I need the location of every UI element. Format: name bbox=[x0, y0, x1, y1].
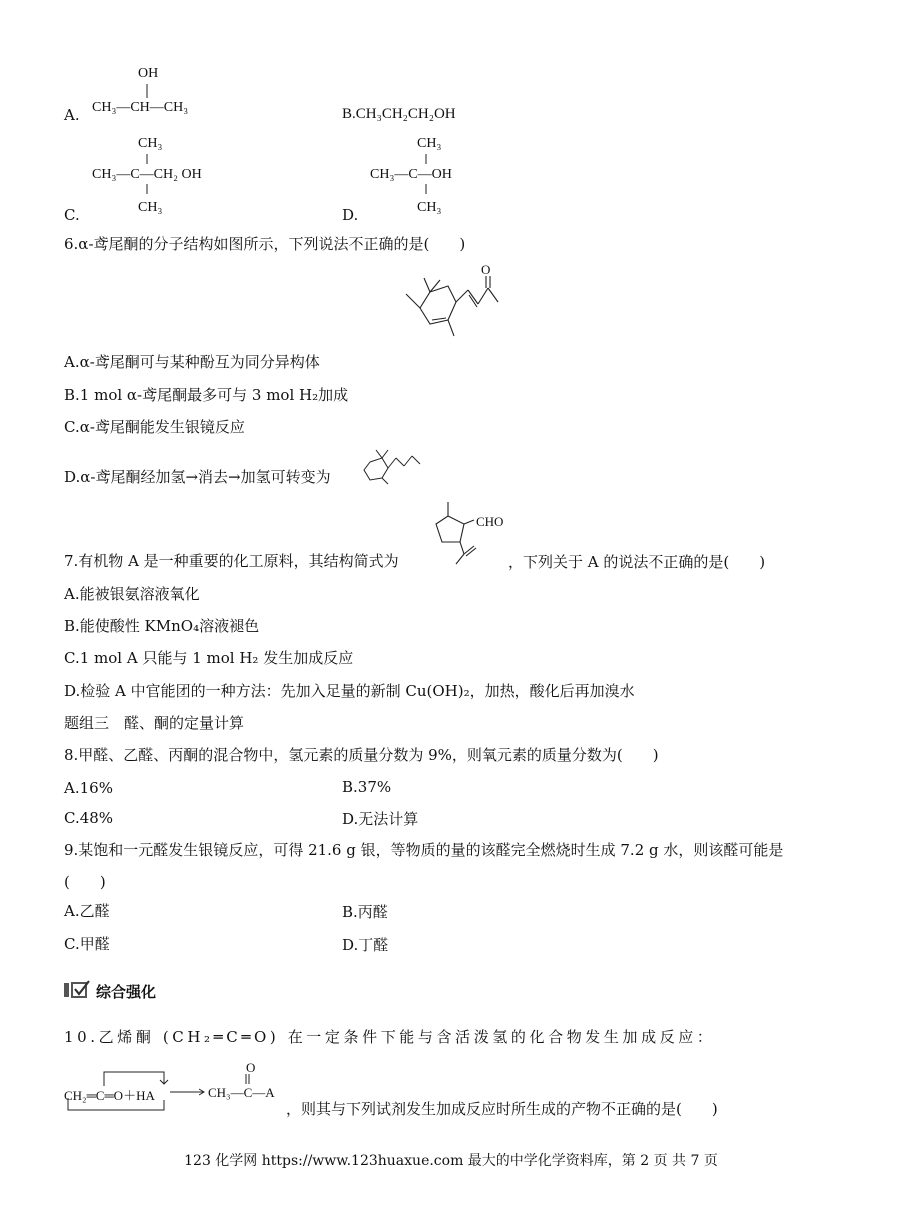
q9-stem-continued: ( ) bbox=[64, 873, 106, 891]
q6-option-a: A.α-鸢尾酮可与某种酚互为同分异构体 bbox=[64, 353, 320, 371]
q8-option-a: A.16% bbox=[64, 779, 113, 797]
q8-option-d: D.无法计算 bbox=[342, 810, 419, 828]
option-c-chain: CH₃—C—CH₂ OH bbox=[92, 167, 202, 182]
q7-stem-part1: 7.有机物 A 是一种重要的化工原料，其结构简式为 bbox=[64, 552, 399, 570]
q8-option-b: B.37% bbox=[342, 778, 392, 796]
option-d-top: CH₃ bbox=[417, 136, 442, 151]
section-title: 综合强化 bbox=[96, 983, 157, 1001]
q6-structure-o: O bbox=[481, 262, 491, 277]
q9-option-a: A.乙醛 bbox=[64, 902, 110, 920]
section-check-icon bbox=[64, 980, 92, 1000]
option-b-formula: B.CH₃CH₂CH₂OH bbox=[342, 106, 456, 122]
q7-structure-cho: CHO bbox=[476, 514, 504, 529]
option-a-bond bbox=[146, 84, 148, 98]
q8-stem: 8.甲醛、乙醛、丙酮的混合物中，氢元素的质量分数为 9%，则氧元素的质量分数为( ) bbox=[64, 746, 659, 764]
q10-eq-left: CH₂═C═O＋HA bbox=[64, 1088, 155, 1103]
q7-option-d: D.检验 A 中官能团的一种方法：先加入足量的新制 Cu(OH)₂，加热，酸化后再加溴水 bbox=[64, 682, 635, 700]
option-a-label: A. bbox=[64, 106, 80, 124]
option-c-top: CH₃ bbox=[138, 136, 163, 151]
q6-option-d: D.α-鸢尾酮经加氢→消去→加氢可转变为 bbox=[64, 468, 331, 486]
q9-stem: 9.某饱和一元醛发生银镜反应，可得 21.6 g 银，等物质的量的该醛完全燃烧时生成 7.2 g 水，则该醛可能是 bbox=[64, 841, 784, 859]
q9-option-b: B.丙醛 bbox=[342, 903, 388, 921]
q7-option-c: C.1 mol A 只能与 1 mol H₂ 发生加成反应 bbox=[64, 649, 354, 667]
option-d-bond bbox=[425, 154, 427, 194]
q9-option-c: C.甲醛 bbox=[64, 935, 110, 953]
option-d-bottom: CH₃ bbox=[417, 200, 442, 215]
q6-option-c: C.α-鸢尾酮能发生银镜反应 bbox=[64, 418, 245, 436]
q6-molecule-structure bbox=[400, 262, 510, 342]
option-c-label: C. bbox=[64, 206, 80, 224]
q7-option-b: B.能使酸性 KMnO₄溶液褪色 bbox=[64, 617, 260, 635]
option-c-bond bbox=[146, 154, 148, 194]
q7-molecule-structure bbox=[426, 496, 506, 570]
option-d-chain: CH₃—C—OH bbox=[370, 167, 452, 182]
q7-stem-part2: ，下列关于 A 的说法不正确的是( ) bbox=[508, 553, 766, 571]
q6-stem: 6.α-鸢尾酮的分子结构如图所示，下列说法不正确的是( ) bbox=[64, 235, 466, 253]
q10-tail: ，则其与下列试剂发生加成反应时所生成的产物不正确的是( ) bbox=[286, 1100, 718, 1118]
option-a-oh: OH bbox=[138, 66, 159, 81]
option-a-chain: CH₃—CH—CH₃ bbox=[92, 100, 189, 115]
option-c-bottom: CH₃ bbox=[138, 200, 163, 215]
q6-d-product-structure bbox=[360, 450, 424, 484]
q6-option-b: B.1 mol α-鸢尾酮最多可与 3 mol H₂加成 bbox=[64, 386, 349, 404]
q10-eq-o: O bbox=[246, 1060, 256, 1075]
q8-option-c: C.48% bbox=[64, 809, 114, 827]
q9-option-d: D.丁醛 bbox=[342, 936, 389, 954]
q10-stem: 10.乙烯酮 (CH₂═C═O) 在一定条件下能与含活泼氢的化合物发生加成反应： bbox=[64, 1028, 716, 1046]
option-d-label: D. bbox=[342, 206, 359, 224]
page-footer: 123 化学网 https://www.123huaxue.com 最大的中学化学资料库，第 2 页 共 7 页 bbox=[184, 1153, 718, 1169]
q7-option-a: A.能被银氨溶液氧化 bbox=[64, 585, 200, 603]
group3-title: 题组三 醛、酮的定量计算 bbox=[64, 714, 245, 732]
q10-eq-right: CH₃—C—A bbox=[208, 1085, 275, 1100]
